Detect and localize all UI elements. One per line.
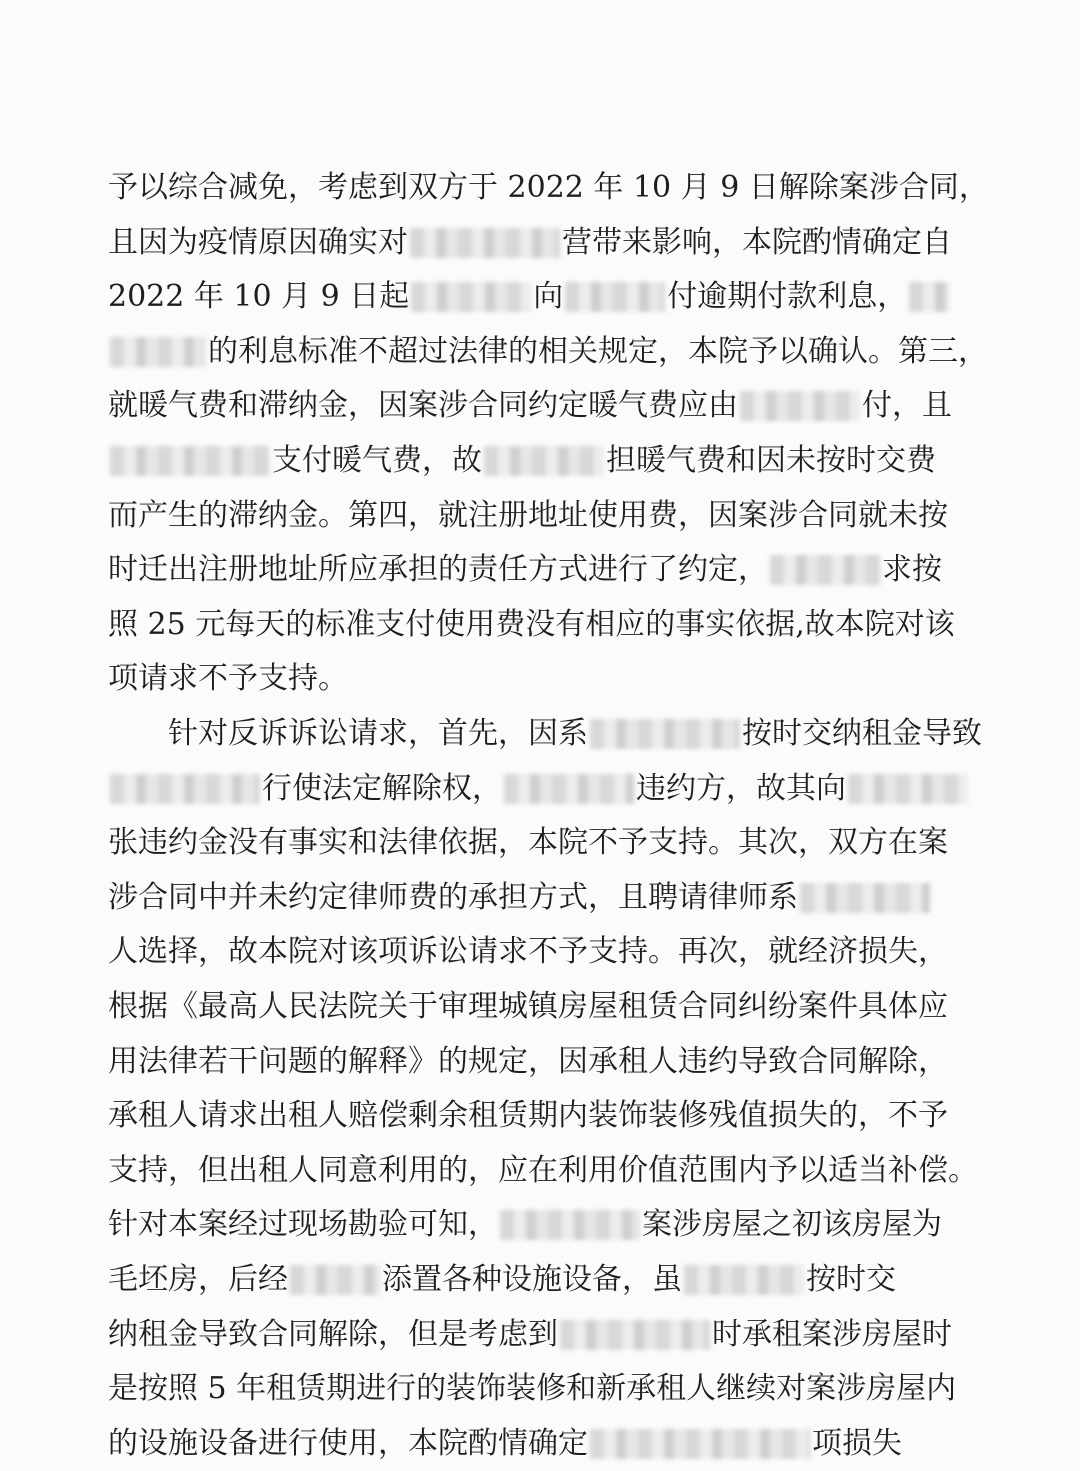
redaction-blur xyxy=(740,391,860,421)
text-segment: 添置各种设施设备，虽 xyxy=(382,1262,682,1297)
redaction-blur xyxy=(110,774,260,804)
text-segment: 2022 年 10 月 9 日起 xyxy=(108,279,410,315)
text-segment: 付逾期付款利息， xyxy=(667,279,908,315)
text-line xyxy=(108,543,988,597)
text-segment: 项损失 xyxy=(812,1425,902,1461)
redaction-blur xyxy=(909,282,949,312)
text-segment: 用法律若干问题的解释》的规定，因承租人违约导致合同解除， xyxy=(108,1043,948,1079)
text-segment: 的设施设备进行使用，本院酌情确定 xyxy=(108,1425,588,1461)
text-segment: 而产生的滞纳金。第四，就注册地址使用费，因案涉合同就未按 xyxy=(108,497,948,533)
text-line xyxy=(108,816,988,870)
redaction-blur xyxy=(560,1320,710,1350)
text-segment: 针对反诉诉讼请求，首先，因系 xyxy=(108,716,588,751)
text-line xyxy=(108,1089,988,1143)
text-line xyxy=(108,270,988,324)
text-segment: 予以综合减免，考虑到双方于 2022 年 10 月 9 日解除案涉合同， xyxy=(108,170,989,205)
text-segment: 营带来影响，本院酌情确定自 xyxy=(562,224,952,260)
redaction-blur xyxy=(410,228,560,258)
text-segment: 担暖气费和因未按时交费 xyxy=(606,443,936,478)
text-line xyxy=(108,161,988,215)
text-segment: 时迁出注册地址所应承担的责任方式进行了约定， xyxy=(108,552,768,588)
text-line xyxy=(108,1144,988,1198)
text-line xyxy=(108,707,988,761)
text-segment: 根据《最高人民法院关于审理城镇房屋租赁合同纠纷案件具体应 xyxy=(108,989,948,1024)
text-line xyxy=(108,1198,988,1252)
text-line xyxy=(108,434,988,488)
redaction-blur xyxy=(590,1429,810,1459)
text-line xyxy=(108,379,988,433)
text-segment: 违约方，故其向 xyxy=(636,770,846,806)
redaction-blur xyxy=(504,774,634,804)
text-segment: 张违约金没有事实和法律依据，本院不予支持。其次，双方在案 xyxy=(108,825,948,861)
text-line xyxy=(108,325,988,379)
redaction-blur xyxy=(684,1265,804,1295)
text-segment: 涉合同中并未约定律师费的承担方式，且聘请律师系 xyxy=(108,879,798,915)
redaction-blur xyxy=(565,282,665,312)
text-segment: 人选择，故本院对该项诉讼请求不予支持。再次，就经济损失， xyxy=(108,934,948,970)
text-line xyxy=(108,925,988,979)
text-segment: 且因为疫情原因确实对 xyxy=(108,224,408,260)
text-segment: 行使法定解除权， xyxy=(262,770,502,806)
text-line xyxy=(108,762,988,816)
redaction-blur xyxy=(110,446,270,476)
text-segment: 支付暖气费，故 xyxy=(272,443,482,478)
text-line xyxy=(108,652,988,706)
text-segment: 案涉房屋之初该房屋为 xyxy=(642,1207,942,1243)
redaction-blur xyxy=(500,1210,640,1240)
text-segment: 时承租案涉房屋时 xyxy=(712,1316,952,1352)
text-segment: 针对本案经过现场勘验可知， xyxy=(108,1207,498,1243)
redaction-blur xyxy=(484,446,604,476)
text-segment: 毛坯房，后经 xyxy=(108,1262,288,1297)
text-segment: 付，且 xyxy=(862,388,952,424)
text-line xyxy=(108,1253,988,1307)
redaction-blur xyxy=(770,555,880,585)
text-line xyxy=(108,871,988,925)
text-segment: 是按照 5 年租赁期进行的装饰装修和新承租人继续对案涉房屋内 xyxy=(108,1371,957,1407)
text-segment: 向 xyxy=(533,279,564,315)
text-segment: 求按 xyxy=(882,552,942,588)
text-line xyxy=(108,1417,988,1471)
redaction-blur xyxy=(110,337,206,367)
text-segment: 按时交 xyxy=(806,1262,896,1297)
text-line xyxy=(108,1035,988,1089)
text-segment: 支持，但出租人同意利用的，应在利用价值范围内予以适当补偿。 xyxy=(108,1152,978,1188)
redaction-blur xyxy=(848,774,968,804)
text-segment: 照 25 元每天的标准支付使用费没有相应的事实依据,故本院对该 xyxy=(108,606,955,642)
text-line xyxy=(108,489,988,543)
text-segment: 的利息标准不超过法律的相关规定，本院予以确认。第三， xyxy=(208,333,988,369)
text-line xyxy=(108,1362,988,1416)
text-line xyxy=(108,1308,988,1362)
text-line xyxy=(108,216,988,270)
text-line xyxy=(108,980,988,1034)
text-segment: 项请求不予支持。 xyxy=(108,661,348,697)
text-line xyxy=(108,598,988,652)
redaction-blur xyxy=(290,1265,380,1295)
text-segment: 承租人请求出租人赔偿剩余租赁期内装饰装修残值损失的，不予 xyxy=(108,1098,948,1134)
text-segment: 按时交纳租金导致 xyxy=(742,716,982,751)
redaction-blur xyxy=(411,282,531,312)
redaction-blur xyxy=(800,883,930,913)
text-segment: 就暖气费和滞纳金，因案涉合同约定暖气费应由 xyxy=(108,388,738,424)
redaction-blur xyxy=(590,719,740,749)
text-segment: 纳租金导致合同解除，但是考虑到 xyxy=(108,1316,558,1352)
